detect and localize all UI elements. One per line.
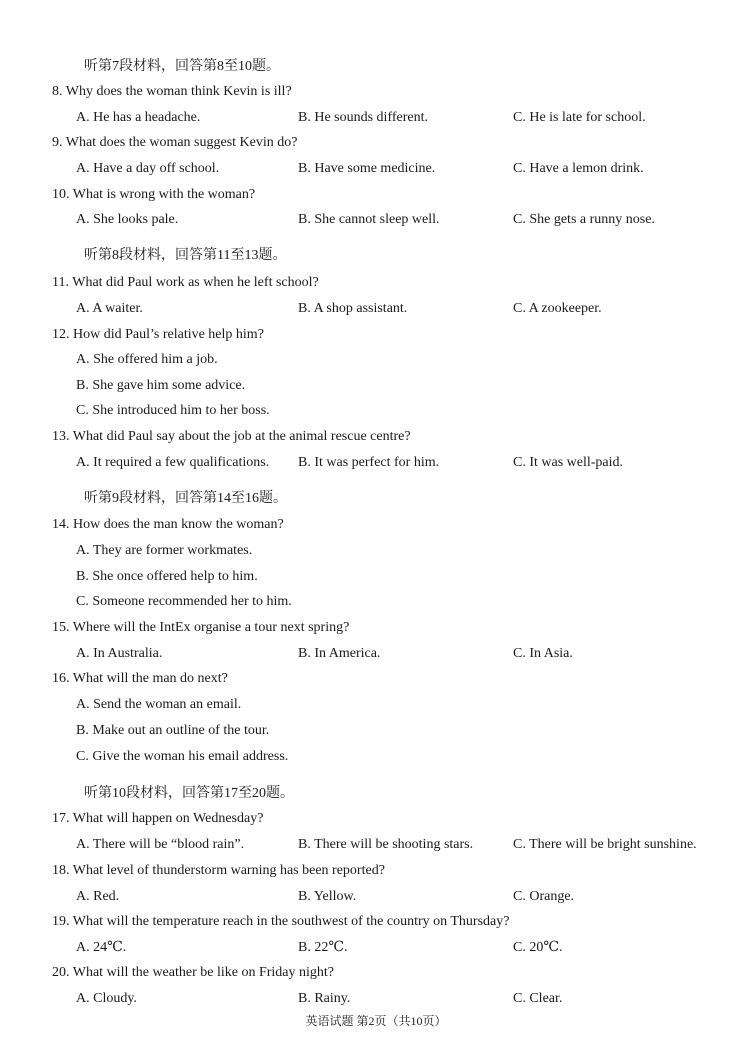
option-a: A. A waiter. <box>76 301 143 316</box>
option-b: B. Have some medicine. <box>298 161 436 176</box>
option-b: B. She once offered help to him. <box>76 569 258 584</box>
option-b-row <box>0 375 752 397</box>
option-a: A. Cloudy. <box>76 991 137 1006</box>
option-a: A. He has a headache. <box>76 110 201 125</box>
question-10: 10. What is wrong with the woman? <box>52 187 256 202</box>
option-c-row <box>0 591 752 613</box>
option-c: C. Orange. <box>513 889 575 904</box>
option-c: C. 20℃. <box>513 940 563 955</box>
option-c: C. Someone recommended her to him. <box>76 594 292 609</box>
option-a: A. She looks pale. <box>76 212 179 227</box>
options-18 <box>0 886 752 908</box>
question-20: 20. What will the weather be like on Friday night? <box>52 965 335 980</box>
question-8: 8. Why does the woman think Kevin is ill? <box>52 84 292 99</box>
option-b: B. Yellow. <box>298 889 357 904</box>
question-17: 17. What will happen on Wednesday? <box>52 811 264 826</box>
section-heading: 听第7段材料，回答第8至10题。 <box>84 59 280 74</box>
option-a: A. In Australia. <box>76 646 163 661</box>
options-11 <box>0 298 752 320</box>
question-19: 19. What will the temperature reach in the southwest of the country on Thursday? <box>52 914 510 929</box>
option-b: B. Make out an outline of the tour. <box>76 723 270 738</box>
option-c: C. Have a lemon drink. <box>513 161 644 176</box>
option-c: C. There will be bright sunshine. <box>513 837 697 852</box>
option-b-row <box>0 566 752 588</box>
question-9: 9. What does the woman suggest Kevin do? <box>52 135 298 150</box>
option-a: A. There will be “blood rain”. <box>76 837 245 852</box>
option-b: B. He sounds different. <box>298 110 428 125</box>
option-a: A. Red. <box>76 889 120 904</box>
option-a: A. She offered him a job. <box>76 352 218 367</box>
option-a-row <box>0 349 752 371</box>
section-heading: 听第9段材料，回答第14至16题。 <box>84 491 287 506</box>
question-13: 13. What did Paul say about the job at the animal rescue centre? <box>52 429 411 444</box>
options-8 <box>0 107 752 129</box>
option-b: B. There will be shooting stars. <box>298 837 474 852</box>
question-18: 18. What level of thunderstorm warning has been reported? <box>52 863 385 878</box>
option-c: C. She gets a runny nose. <box>513 212 655 227</box>
question-16: 16. What will the man do next? <box>52 671 228 686</box>
option-b: B. It was perfect for him. <box>298 455 440 470</box>
option-b-row <box>0 720 752 742</box>
option-a: A. It required a few qualifications. <box>76 455 270 470</box>
option-c-row <box>0 400 752 422</box>
option-c: C. Clear. <box>513 991 563 1006</box>
option-c: C. A zookeeper. <box>513 301 602 316</box>
section-heading: 听第10段材料，回答第17至20题。 <box>84 786 294 801</box>
section-heading: 听第8段材料，回答第11至13题。 <box>84 248 287 263</box>
option-a: A. 24℃. <box>76 940 127 955</box>
option-c: C. Give the woman his email address. <box>76 749 289 764</box>
option-c: C. It was well-paid. <box>513 455 624 470</box>
options-10 <box>0 209 752 231</box>
option-b: B. A shop assistant. <box>298 301 408 316</box>
option-a-row <box>0 540 752 562</box>
option-a-row <box>0 694 752 716</box>
options-15 <box>0 643 752 665</box>
option-c: C. He is late for school. <box>513 110 646 125</box>
option-b: B. 22℃. <box>298 940 348 955</box>
option-b: B. In America. <box>298 646 381 661</box>
options-13 <box>0 452 752 474</box>
option-b: B. She gave him some advice. <box>76 378 246 393</box>
option-c: C. In Asia. <box>513 646 573 661</box>
question-12: 12. How did Paul’s relative help him? <box>52 327 264 342</box>
options-9 <box>0 158 752 180</box>
option-b: B. She cannot sleep well. <box>298 212 440 227</box>
option-b: B. Rainy. <box>298 991 351 1006</box>
page-footer: 英语试题 第2页（共10页） <box>305 1014 447 1028</box>
question-14: 14. How does the man know the woman? <box>52 517 284 532</box>
option-a: A. They are former workmates. <box>76 543 253 558</box>
option-a: A. Have a day off school. <box>76 161 220 176</box>
options-19 <box>0 937 752 959</box>
options-17 <box>0 834 752 856</box>
question-15: 15. Where will the IntEx organise a tour next spring? <box>52 620 350 635</box>
options-20 <box>0 988 752 1010</box>
option-c: C. She introduced him to her boss. <box>76 403 270 418</box>
option-c-row <box>0 746 752 768</box>
question-11: 11. What did Paul work as when he left school? <box>52 275 319 290</box>
option-a: A. Send the woman an email. <box>76 697 242 712</box>
